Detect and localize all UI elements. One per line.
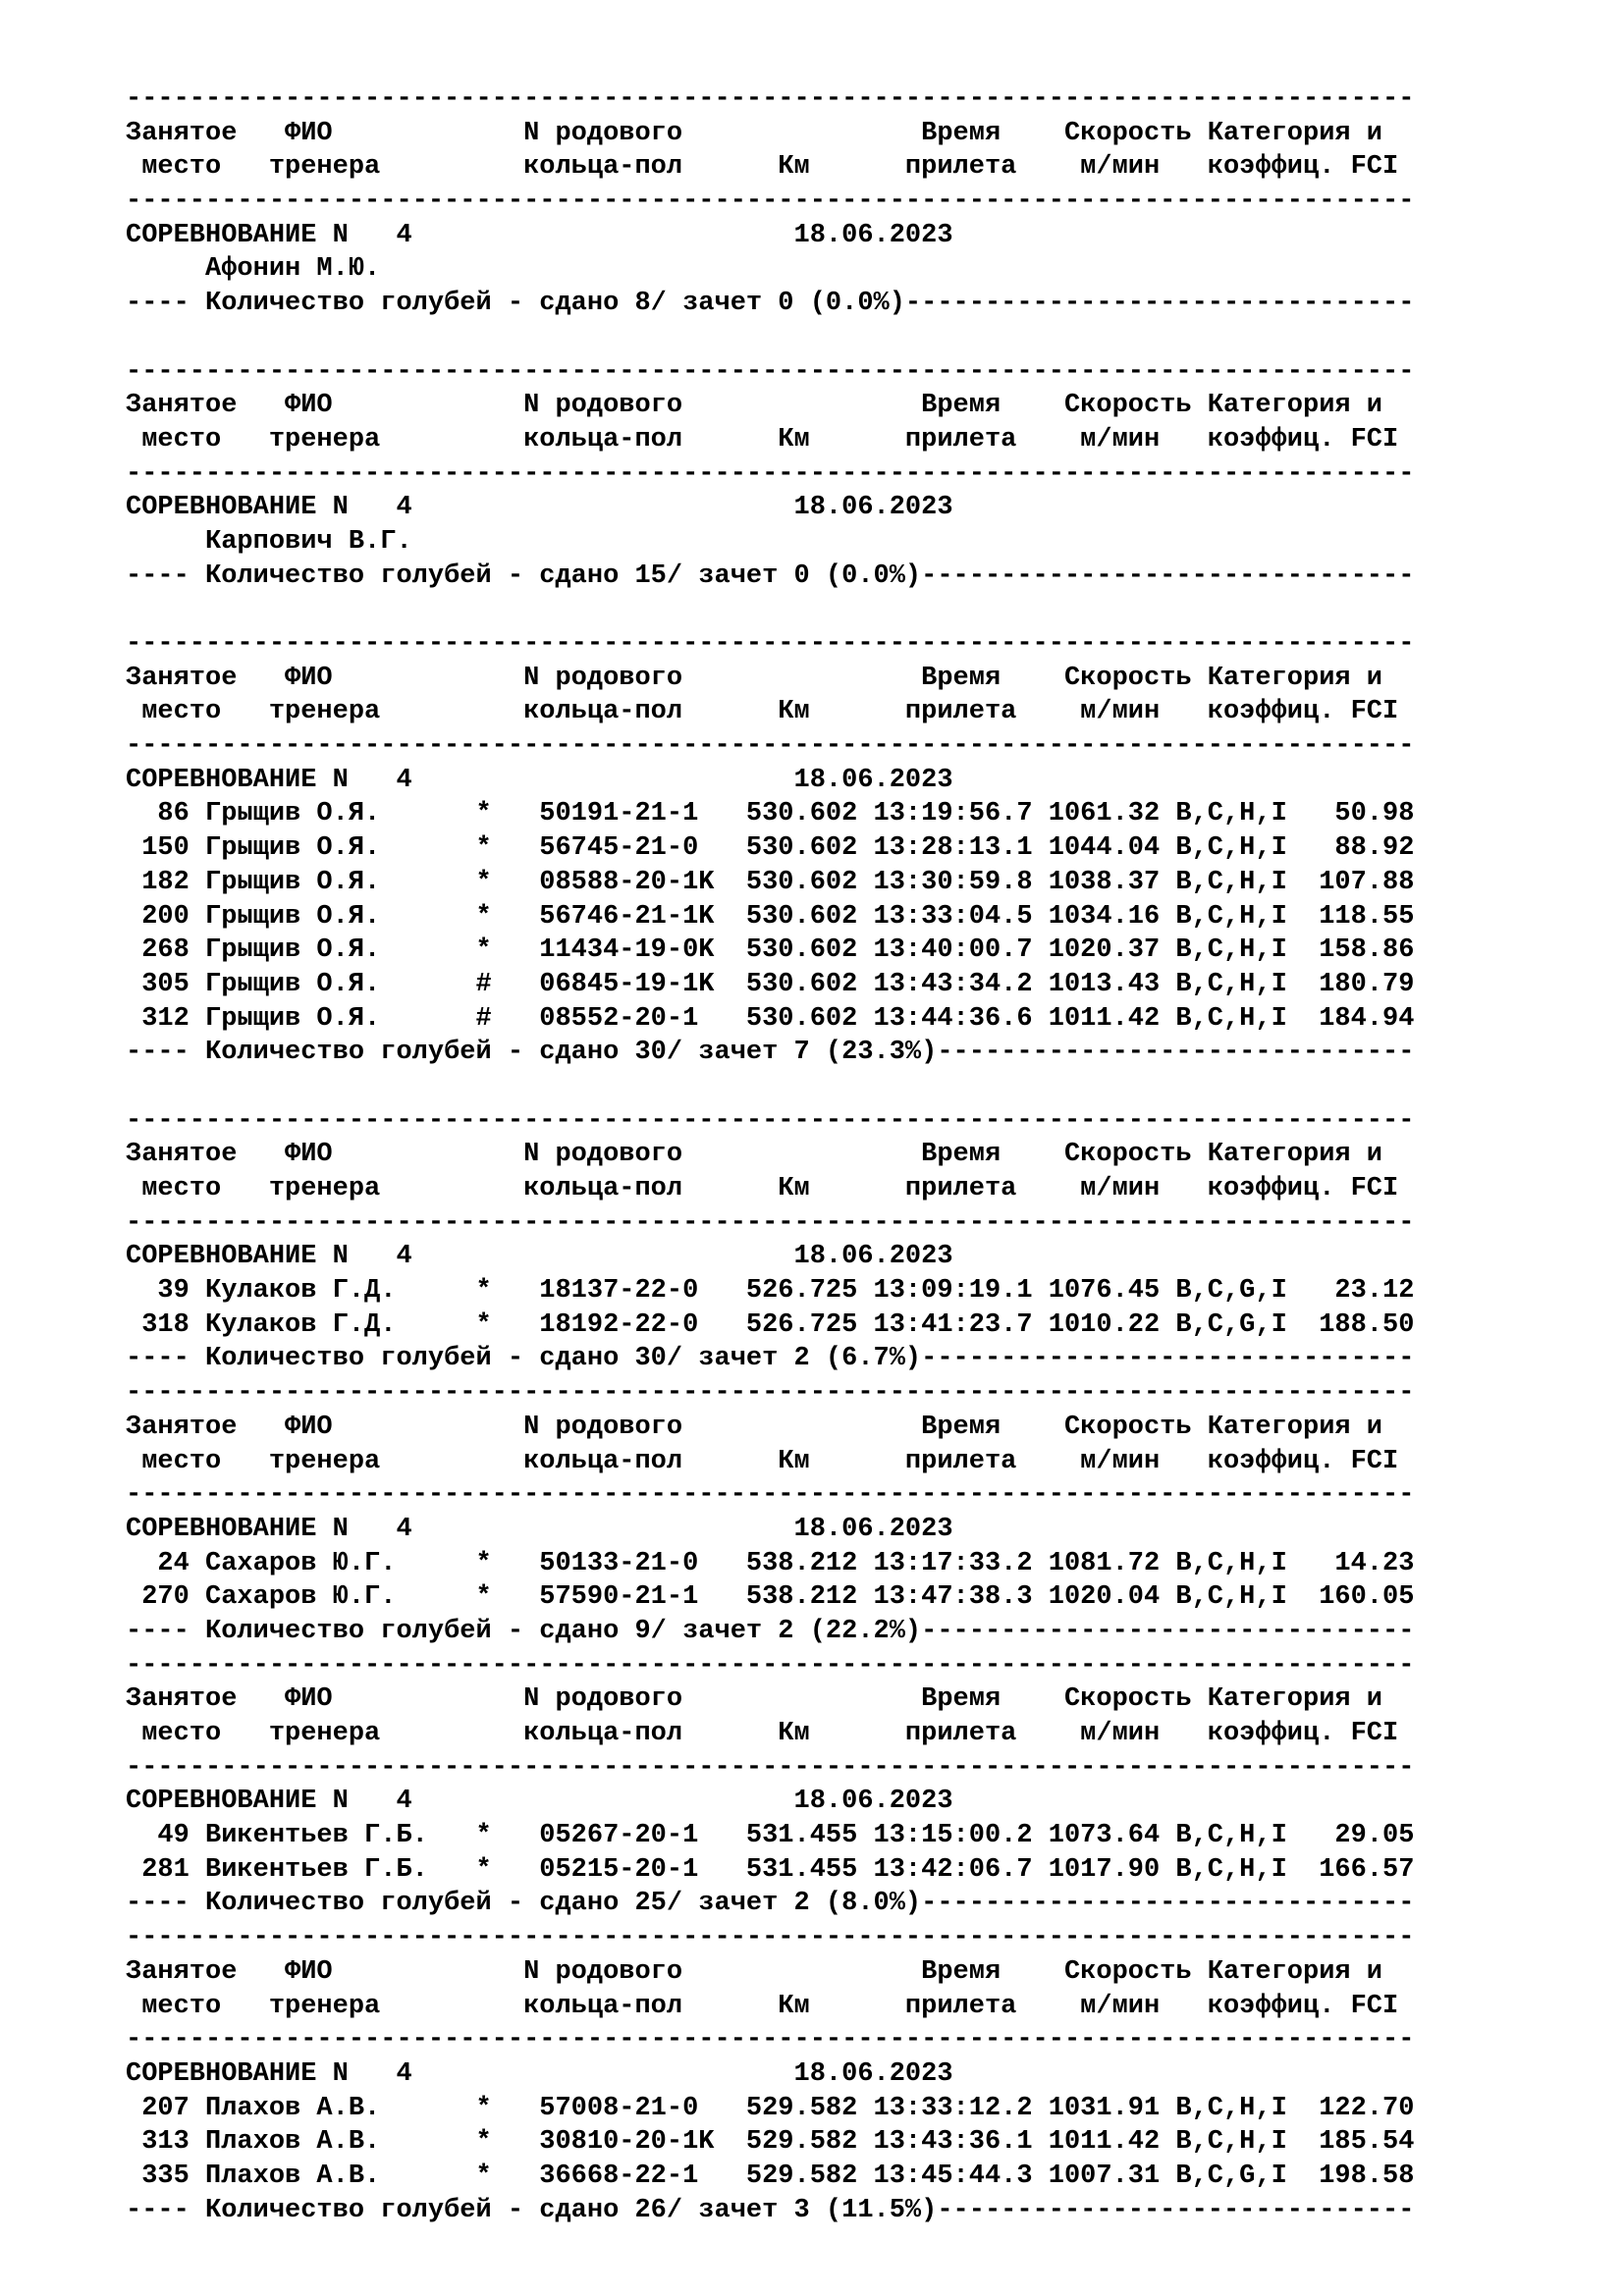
owner-section — [126, 355, 1414, 628]
competition-line: СОРЕВНОВАНИЕ N 4 18.06.2023 — [126, 765, 953, 795]
owner-section — [126, 1921, 1414, 2227]
summary-line: ---- Количество голубей - сдано 30/ зачет 2 (6.7%)------------------------------- — [126, 1344, 1415, 1374]
table-header-line: место тренера кольца-пол Км прилета м/мин коэффиц. FCI — [126, 1174, 1399, 1203]
table-header-line: место тренера кольца-пол Км прилета м/мин коэффиц. FCI — [126, 697, 1399, 727]
result-row: 318 Кулаков Г.Д. * 18192-22-0 526.725 13:41:23.7 1010.22 B,C,G,I 188.50 — [126, 1309, 1415, 1340]
result-row: 313 Плахов А.В. * 30810-20-1K 529.582 13:43:36.1 1011.42 B,C,H,I 185.54 — [126, 2127, 1415, 2158]
table-header-line: --------------------------------------------------------------------------------- — [126, 187, 1415, 217]
result-row: 24 Сахаров Ю.Г. * 50133-21-0 538.212 13:17:33.2 1081.72 B,C,H,I 14.23 — [126, 1548, 1415, 1578]
owner-section — [126, 1649, 1414, 1922]
table-header-line: --------------------------------------------------------------------------------- — [126, 629, 1415, 659]
owner-section — [126, 1104, 1414, 1377]
table-header-line: Занятое ФИО N родового Время Скорость Категория и — [126, 1412, 1383, 1442]
table-header-line: Занятое ФИО N родового Время Скорость Категория и — [126, 1956, 1383, 1987]
owner-section — [126, 82, 1414, 355]
table-header-line: --------------------------------------------------------------------------------- — [126, 84, 1415, 114]
table-header-line: Занятое ФИО N родового Время Скорость Категория и — [126, 1684, 1383, 1715]
competition-line: СОРЕВНОВАНИЕ N 4 18.06.2023 — [126, 1514, 953, 1544]
competition-line: СОРЕВНОВАНИЕ N 4 18.06.2023 — [126, 1787, 953, 1817]
owner-section — [126, 627, 1414, 1104]
table-header-line: --------------------------------------------------------------------------------- — [126, 356, 1415, 387]
table-header-line: --------------------------------------------------------------------------------- — [126, 1752, 1415, 1783]
table-header-line: --------------------------------------------------------------------------------- — [126, 1480, 1415, 1511]
result-row: 49 Викентьев Г.Б. * 05267-20-1 531.455 13:15:00.2 1073.64 B,C,H,I 29.05 — [126, 1821, 1415, 1851]
result-row: 270 Сахаров Ю.Г. * 57590-21-1 538.212 13:47:38.3 1020.04 B,C,H,I 160.05 — [126, 1582, 1415, 1613]
result-row: 268 Грыщив О.Я. * 11434-19-0K 530.602 13:40:00.7 1020.37 B,C,H,I 158.86 — [126, 935, 1415, 966]
table-header-line: место тренера кольца-пол Км прилета м/мин коэффиц. FCI — [126, 1719, 1399, 1748]
table-header-line: --------------------------------------------------------------------------------- — [126, 458, 1415, 489]
table-header-line: Занятое ФИО N родового Время Скорость Категория и — [126, 663, 1383, 693]
table-header-line: место тренера кольца-пол Км прилета м/мин коэффиц. FCI — [126, 1991, 1399, 2021]
owner-section — [126, 1376, 1414, 1649]
summary-line: ---- Количество голубей - сдано 9/ зачет 2 (22.2%)------------------------------- — [126, 1616, 1415, 1646]
results-report — [126, 82, 1414, 2227]
table-header-line: Занятое ФИО N родового Время Скорость Категория и — [126, 118, 1383, 148]
blank-line — [126, 321, 1414, 355]
result-row: 207 Плахов А.В. * 57008-21-0 529.582 13:33:12.2 1031.91 B,C,H,I 122.70 — [126, 2093, 1415, 2123]
competition-line: СОРЕВНОВАНИЕ N 4 18.06.2023 — [126, 220, 953, 250]
competition-line: СОРЕВНОВАНИЕ N 4 18.06.2023 — [126, 1242, 953, 1272]
owner-name-line: Афонин М.Ю. — [126, 254, 381, 285]
summary-line: ---- Количество голубей - сдано 25/ зачет 2 (8.0%)------------------------------- — [126, 1889, 1415, 1919]
table-header-line: --------------------------------------------------------------------------------- — [126, 1650, 1415, 1681]
competition-line: СОРЕВНОВАНИЕ N 4 18.06.2023 — [126, 2058, 953, 2089]
owner-name-line: Карпович В.Г. — [126, 526, 412, 557]
table-header-line: --------------------------------------------------------------------------------- — [126, 731, 1415, 762]
result-row: 200 Грыщив О.Я. * 56746-21-1K 530.602 13:33:04.5 1034.16 B,C,H,I 118.55 — [126, 901, 1415, 932]
table-header-line: --------------------------------------------------------------------------------- — [126, 1378, 1415, 1409]
blank-line — [126, 593, 1414, 627]
result-row: 150 Грыщив О.Я. * 56745-21-0 530.602 13:28:13.1 1044.04 B,C,H,I 88.92 — [126, 833, 1415, 864]
result-row: 39 Кулаков Г.Д. * 18137-22-0 526.725 13:09:19.1 1076.45 B,C,G,I 23.12 — [126, 1276, 1415, 1307]
table-header-line: Занятое ФИО N родового Время Скорость Категория и — [126, 391, 1383, 421]
summary-line: ---- Количество голубей - сдано 26/ зачет 3 (11.5%)------------------------------ — [126, 2195, 1415, 2225]
summary-line: ---- Количество голубей - сдано 8/ зачет 0 (0.0%)-------------------------------- — [126, 289, 1415, 319]
table-header-line: место тренера кольца-пол Км прилета м/мин коэффиц. FCI — [126, 1446, 1399, 1476]
result-row: 281 Викентьев Г.Б. * 05215-20-1 531.455 13:42:06.7 1017.90 B,C,H,I 166.57 — [126, 1854, 1415, 1885]
table-header-line: --------------------------------------------------------------------------------- — [126, 1105, 1415, 1136]
table-header-line: место тренера кольца-пол Км прилета м/мин коэффиц. FCI — [126, 424, 1399, 454]
summary-line: ---- Количество голубей - сдано 30/ зачет 7 (23.3%)------------------------------ — [126, 1038, 1415, 1068]
table-header-line: --------------------------------------------------------------------------------- — [126, 2025, 1415, 2056]
blank-line — [126, 1070, 1414, 1104]
result-row: 86 Грыщив О.Я. * 50191-21-1 530.602 13:19:56.7 1061.32 B,C,H,I 50.98 — [126, 799, 1415, 829]
result-row: 182 Грыщив О.Я. * 08588-20-1K 530.602 13:30:59.8 1038.37 B,C,H,I 107.88 — [126, 867, 1415, 897]
summary-line: ---- Количество голубей - сдано 15/ зачет 0 (0.0%)------------------------------- — [126, 561, 1415, 591]
table-header-line: --------------------------------------------------------------------------------- — [126, 1207, 1415, 1238]
competition-line: СОРЕВНОВАНИЕ N 4 18.06.2023 — [126, 493, 953, 523]
table-header-line: место тренера кольца-пол Км прилета м/мин коэффиц. FCI — [126, 152, 1399, 183]
result-row: 305 Грыщив О.Я. # 06845-19-1K 530.602 13:43:34.2 1013.43 B,C,H,I 180.79 — [126, 969, 1415, 999]
result-row: 335 Плахов А.В. * 36668-22-1 529.582 13:45:44.3 1007.31 B,C,G,I 198.58 — [126, 2161, 1415, 2191]
table-header-line: --------------------------------------------------------------------------------- — [126, 1923, 1415, 1953]
table-header-line: Занятое ФИО N родового Время Скорость Категория и — [126, 1140, 1383, 1170]
result-row: 312 Грыщив О.Я. # 08552-20-1 530.602 13:44:36.6 1011.42 B,C,H,I 184.94 — [126, 1003, 1415, 1034]
